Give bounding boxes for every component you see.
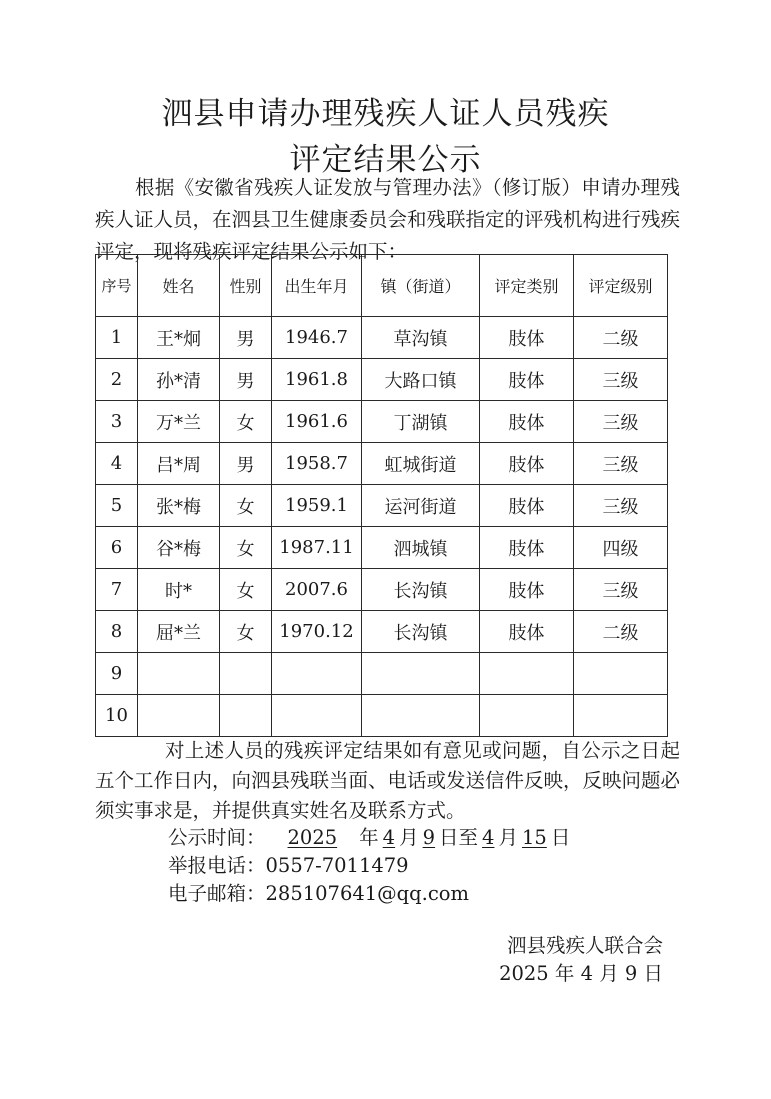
header-level: 评定级别 <box>574 255 668 317</box>
cell-category: 肢体 <box>480 611 574 653</box>
cell-town: 丁湖镇 <box>362 401 480 443</box>
cell-birth: 2007.6 <box>272 569 362 611</box>
cell-town: 运河街道 <box>362 485 480 527</box>
cell-gender <box>220 695 272 737</box>
header-seq: 序号 <box>96 255 138 317</box>
cell-level <box>574 695 668 737</box>
email-line <box>168 878 469 906</box>
intro-paragraph: 根据《安徽省残疾人证发放与管理办法》（修订版）申请办理残疾人证人员，在泗县卫生健康委员会和残联指定的评残机构进行残疾评定，现将残疾评定结果公示如下： <box>95 176 681 263</box>
header-category: 评定类别 <box>480 255 574 317</box>
email-label: 电子邮箱： <box>168 882 266 905</box>
table-row <box>96 611 668 653</box>
table-row <box>96 527 668 569</box>
cell-seq: 6 <box>96 527 138 569</box>
cell-seq: 5 <box>96 485 138 527</box>
cell-seq: 4 <box>96 443 138 485</box>
cell-town: 长沟镇 <box>362 611 480 653</box>
cell-town: 草沟镇 <box>362 317 480 359</box>
feedback-paragraph: 对上述人员的残疾评定结果如有意见或问题，自公示之日起五个工作日内，向泗县残联当面、电话或发送信件反映，反映问题必须实事求是，并提供真实姓名及联系方式。 <box>95 739 681 822</box>
cell-name: 万*兰 <box>138 401 220 443</box>
signature-org: 泗县残疾人联合会 <box>506 934 663 957</box>
cell-seq: 2 <box>96 359 138 401</box>
cell-birth: 1959.1 <box>272 485 362 527</box>
title-line-1: 泗县申请办理残疾人证人员残疾 <box>161 96 610 132</box>
cell-category: 肢体 <box>480 527 574 569</box>
cell-level: 三级 <box>574 359 668 401</box>
title-line-2: 评定结果公示 <box>289 142 482 178</box>
results-table <box>95 254 668 737</box>
cell-seq: 8 <box>96 611 138 653</box>
cell-gender: 男 <box>220 317 272 359</box>
cell-level: 二级 <box>574 611 668 653</box>
cell-seq: 7 <box>96 569 138 611</box>
cell-birth: 1961.8 <box>272 359 362 401</box>
notice-month-unit-end: 月 <box>498 826 518 849</box>
phone-value: 0557-7011479 <box>265 854 409 877</box>
cell-level: 三级 <box>574 485 668 527</box>
cell-town: 虹城街道 <box>362 443 480 485</box>
table-row <box>96 401 668 443</box>
cell-town: 泗城镇 <box>362 527 480 569</box>
cell-name <box>138 653 220 695</box>
cell-seq: 9 <box>96 653 138 695</box>
header-birth: 出生年月 <box>272 255 362 317</box>
cell-category: 肢体 <box>480 359 574 401</box>
phone-line <box>168 850 409 878</box>
cell-town <box>362 695 480 737</box>
cell-seq: 3 <box>96 401 138 443</box>
cell-gender: 女 <box>220 527 272 569</box>
cell-town <box>362 653 480 695</box>
table-row <box>96 653 668 695</box>
cell-gender: 女 <box>220 611 272 653</box>
notice-month-end: 4 <box>482 826 495 849</box>
cell-level <box>574 653 668 695</box>
cell-name: 时* <box>138 569 220 611</box>
cell-level: 四级 <box>574 527 668 569</box>
cell-name: 孙*清 <box>138 359 220 401</box>
table-row <box>96 359 668 401</box>
cell-level: 三级 <box>574 401 668 443</box>
header-gender: 性别 <box>220 255 272 317</box>
cell-name: 王*炯 <box>138 317 220 359</box>
cell-town: 长沟镇 <box>362 569 480 611</box>
table-row <box>96 569 668 611</box>
cell-name <box>138 695 220 737</box>
header-name: 姓名 <box>138 255 220 317</box>
cell-name: 张*梅 <box>138 485 220 527</box>
notice-time-label: 公示时间： <box>168 826 266 849</box>
cell-name: 谷*梅 <box>138 527 220 569</box>
cell-birth: 1961.6 <box>272 401 362 443</box>
cell-gender: 男 <box>220 359 272 401</box>
cell-category: 肢体 <box>480 569 574 611</box>
header-town: 镇（街道） <box>362 255 480 317</box>
table-row <box>96 317 668 359</box>
cell-category: 肢体 <box>480 443 574 485</box>
notice-day-start: 9 <box>422 826 436 849</box>
notice-to: 日至 <box>439 826 479 849</box>
cell-category: 肢体 <box>480 485 574 527</box>
cell-gender: 女 <box>220 401 272 443</box>
cell-level: 二级 <box>574 317 668 359</box>
cell-gender: 男 <box>220 443 272 485</box>
cell-town: 大路口镇 <box>362 359 480 401</box>
cell-birth <box>272 653 362 695</box>
notice-year: 2025 <box>287 826 338 849</box>
notice-day-end: 15 <box>521 826 547 849</box>
signature-date: 2025 年 4 月 9 日 <box>499 962 663 985</box>
cell-category <box>480 653 574 695</box>
cell-category: 肢体 <box>480 401 574 443</box>
cell-category <box>480 695 574 737</box>
table-row <box>96 485 668 527</box>
cell-birth: 1970.12 <box>272 611 362 653</box>
cell-gender <box>220 653 272 695</box>
phone-label: 举报电话： <box>168 854 266 877</box>
email-value: 285107641@qq.com <box>265 882 469 905</box>
cell-seq: 10 <box>96 695 138 737</box>
notice-time-line <box>168 822 570 850</box>
table-header-row <box>96 255 668 317</box>
table-row <box>96 695 668 737</box>
cell-birth <box>272 695 362 737</box>
notice-month-start: 4 <box>382 826 396 849</box>
cell-level: 三级 <box>574 569 668 611</box>
cell-gender: 女 <box>220 485 272 527</box>
notice-month-unit-start: 月 <box>399 826 419 849</box>
table-row <box>96 443 668 485</box>
cell-category: 肢体 <box>480 317 574 359</box>
cell-birth: 1958.7 <box>272 443 362 485</box>
cell-name: 屈*兰 <box>138 611 220 653</box>
cell-birth: 1946.7 <box>272 317 362 359</box>
notice-day-unit-end: 日 <box>550 826 571 849</box>
cell-gender: 女 <box>220 569 272 611</box>
cell-seq: 1 <box>96 317 138 359</box>
cell-level: 三级 <box>574 443 668 485</box>
cell-name: 吕*周 <box>138 443 220 485</box>
cell-birth: 1987.11 <box>272 527 362 569</box>
notice-year-unit: 年 <box>359 826 379 849</box>
